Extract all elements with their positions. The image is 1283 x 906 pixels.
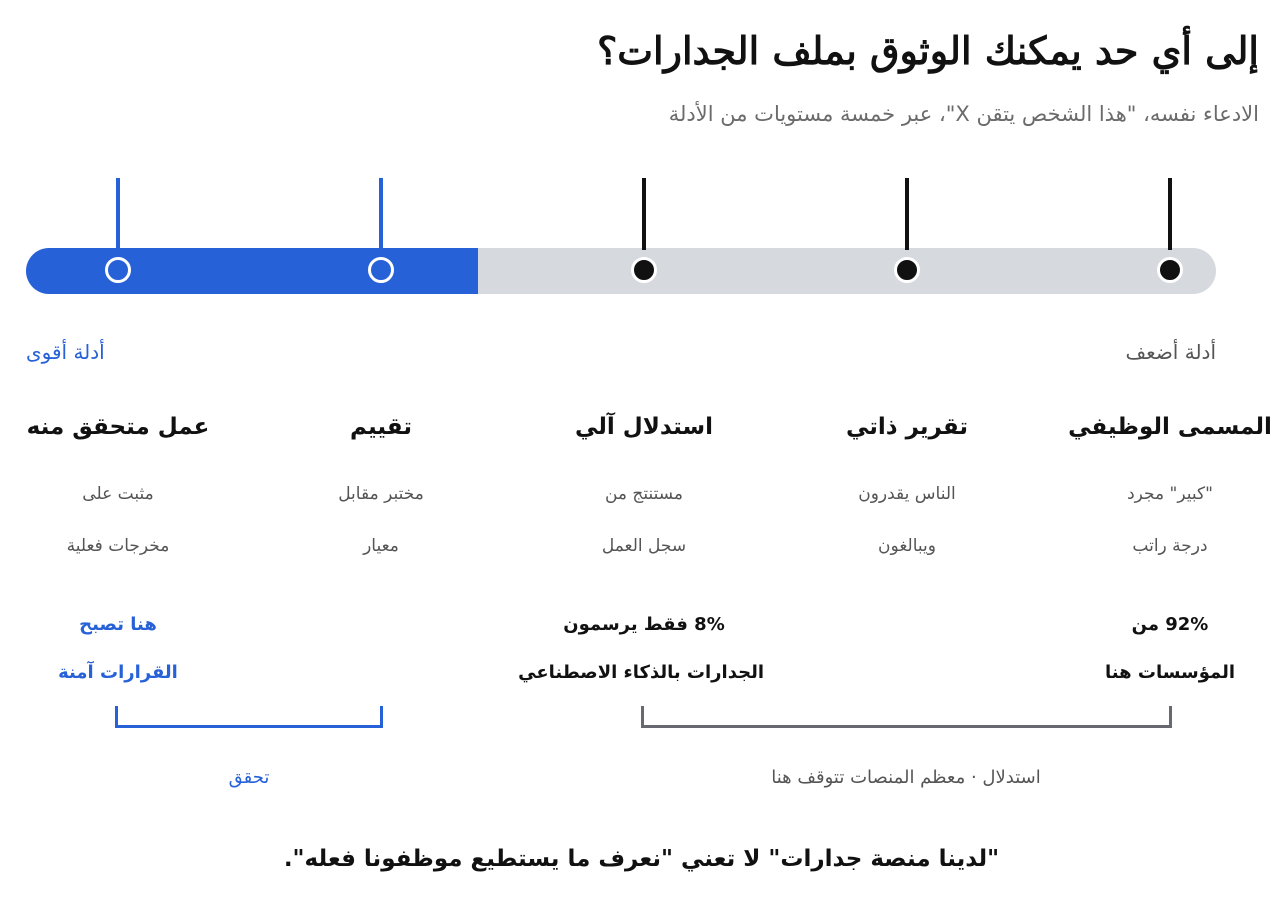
page-title: إلى أي حد يمكنك الوثوق بملف الجدارات؟ [597,28,1259,73]
level-desc-line1: مستنتج من [604,484,684,504]
inference-bracket [641,706,1172,728]
level-stem-self-report [905,178,909,250]
level-desc-line2: سجل العمل [601,536,687,556]
level-desc-line2: درجة راتب [1132,536,1208,556]
level-stat-line1: 8% فقط يرسمون [563,614,725,635]
level-stat-line2: القرارات آمنة [58,662,178,683]
level-stat-line2: المؤسسات هنا [1105,662,1235,683]
level-marker-verified-work [105,257,131,283]
level-marker-self-report [894,257,920,283]
level-title: عمل متحقق منه [26,414,210,440]
level-desc-line1: "كبير" مجرد [1127,484,1213,504]
level-stem-verified-work [116,178,120,250]
level-marker-auto-inference [631,257,657,283]
level-title: تقرير ذاتي [845,414,969,440]
level-stat-line1: 92% من [1131,614,1209,635]
level-title: استدلال آلي [574,414,714,440]
inference-bracket-label: استدلال · معظم المنصات تتوقف هنا [771,767,1041,788]
level-desc-line1: مختبر مقابل [338,484,424,504]
level-desc-line2: ويبالغون [878,536,936,556]
level-title: تقييم [349,414,412,440]
level-title: المسمى الوظيفي [1068,414,1272,440]
level-desc-line1: الناس يقدرون [858,484,956,504]
verification-bracket-label: تحقق [228,767,270,788]
level-desc-line2: مخرجات فعلية [66,536,170,556]
stronger-evidence-label: أدلة أقوى [26,340,105,364]
closing-quote: "لدينا منصة جدارات" لا تعني "نعرف ما يستطيع موظفونا فعله". [283,846,1000,872]
level-desc-line2: معيار [363,536,399,556]
scale-strong-fill [26,248,478,294]
level-marker-job-title [1157,257,1183,283]
level-stat-line1: هنا تصبح [79,614,157,635]
verification-bracket [115,706,383,728]
page-subtitle: الادعاء نفسه، "هذا الشخص يتقن X"، عبر خمسة مستويات من الأدلة [668,102,1259,126]
level-desc-line1: مثبت على [82,484,154,504]
level-stem-assessment [379,178,383,250]
level-stem-auto-inference [642,178,646,250]
level-stat-line2: الجدارات بالذكاء الاصطناعي [518,662,764,683]
level-marker-assessment [368,257,394,283]
level-stem-job-title [1168,178,1172,250]
weaker-evidence-label: أدلة أضعف [1125,340,1216,364]
